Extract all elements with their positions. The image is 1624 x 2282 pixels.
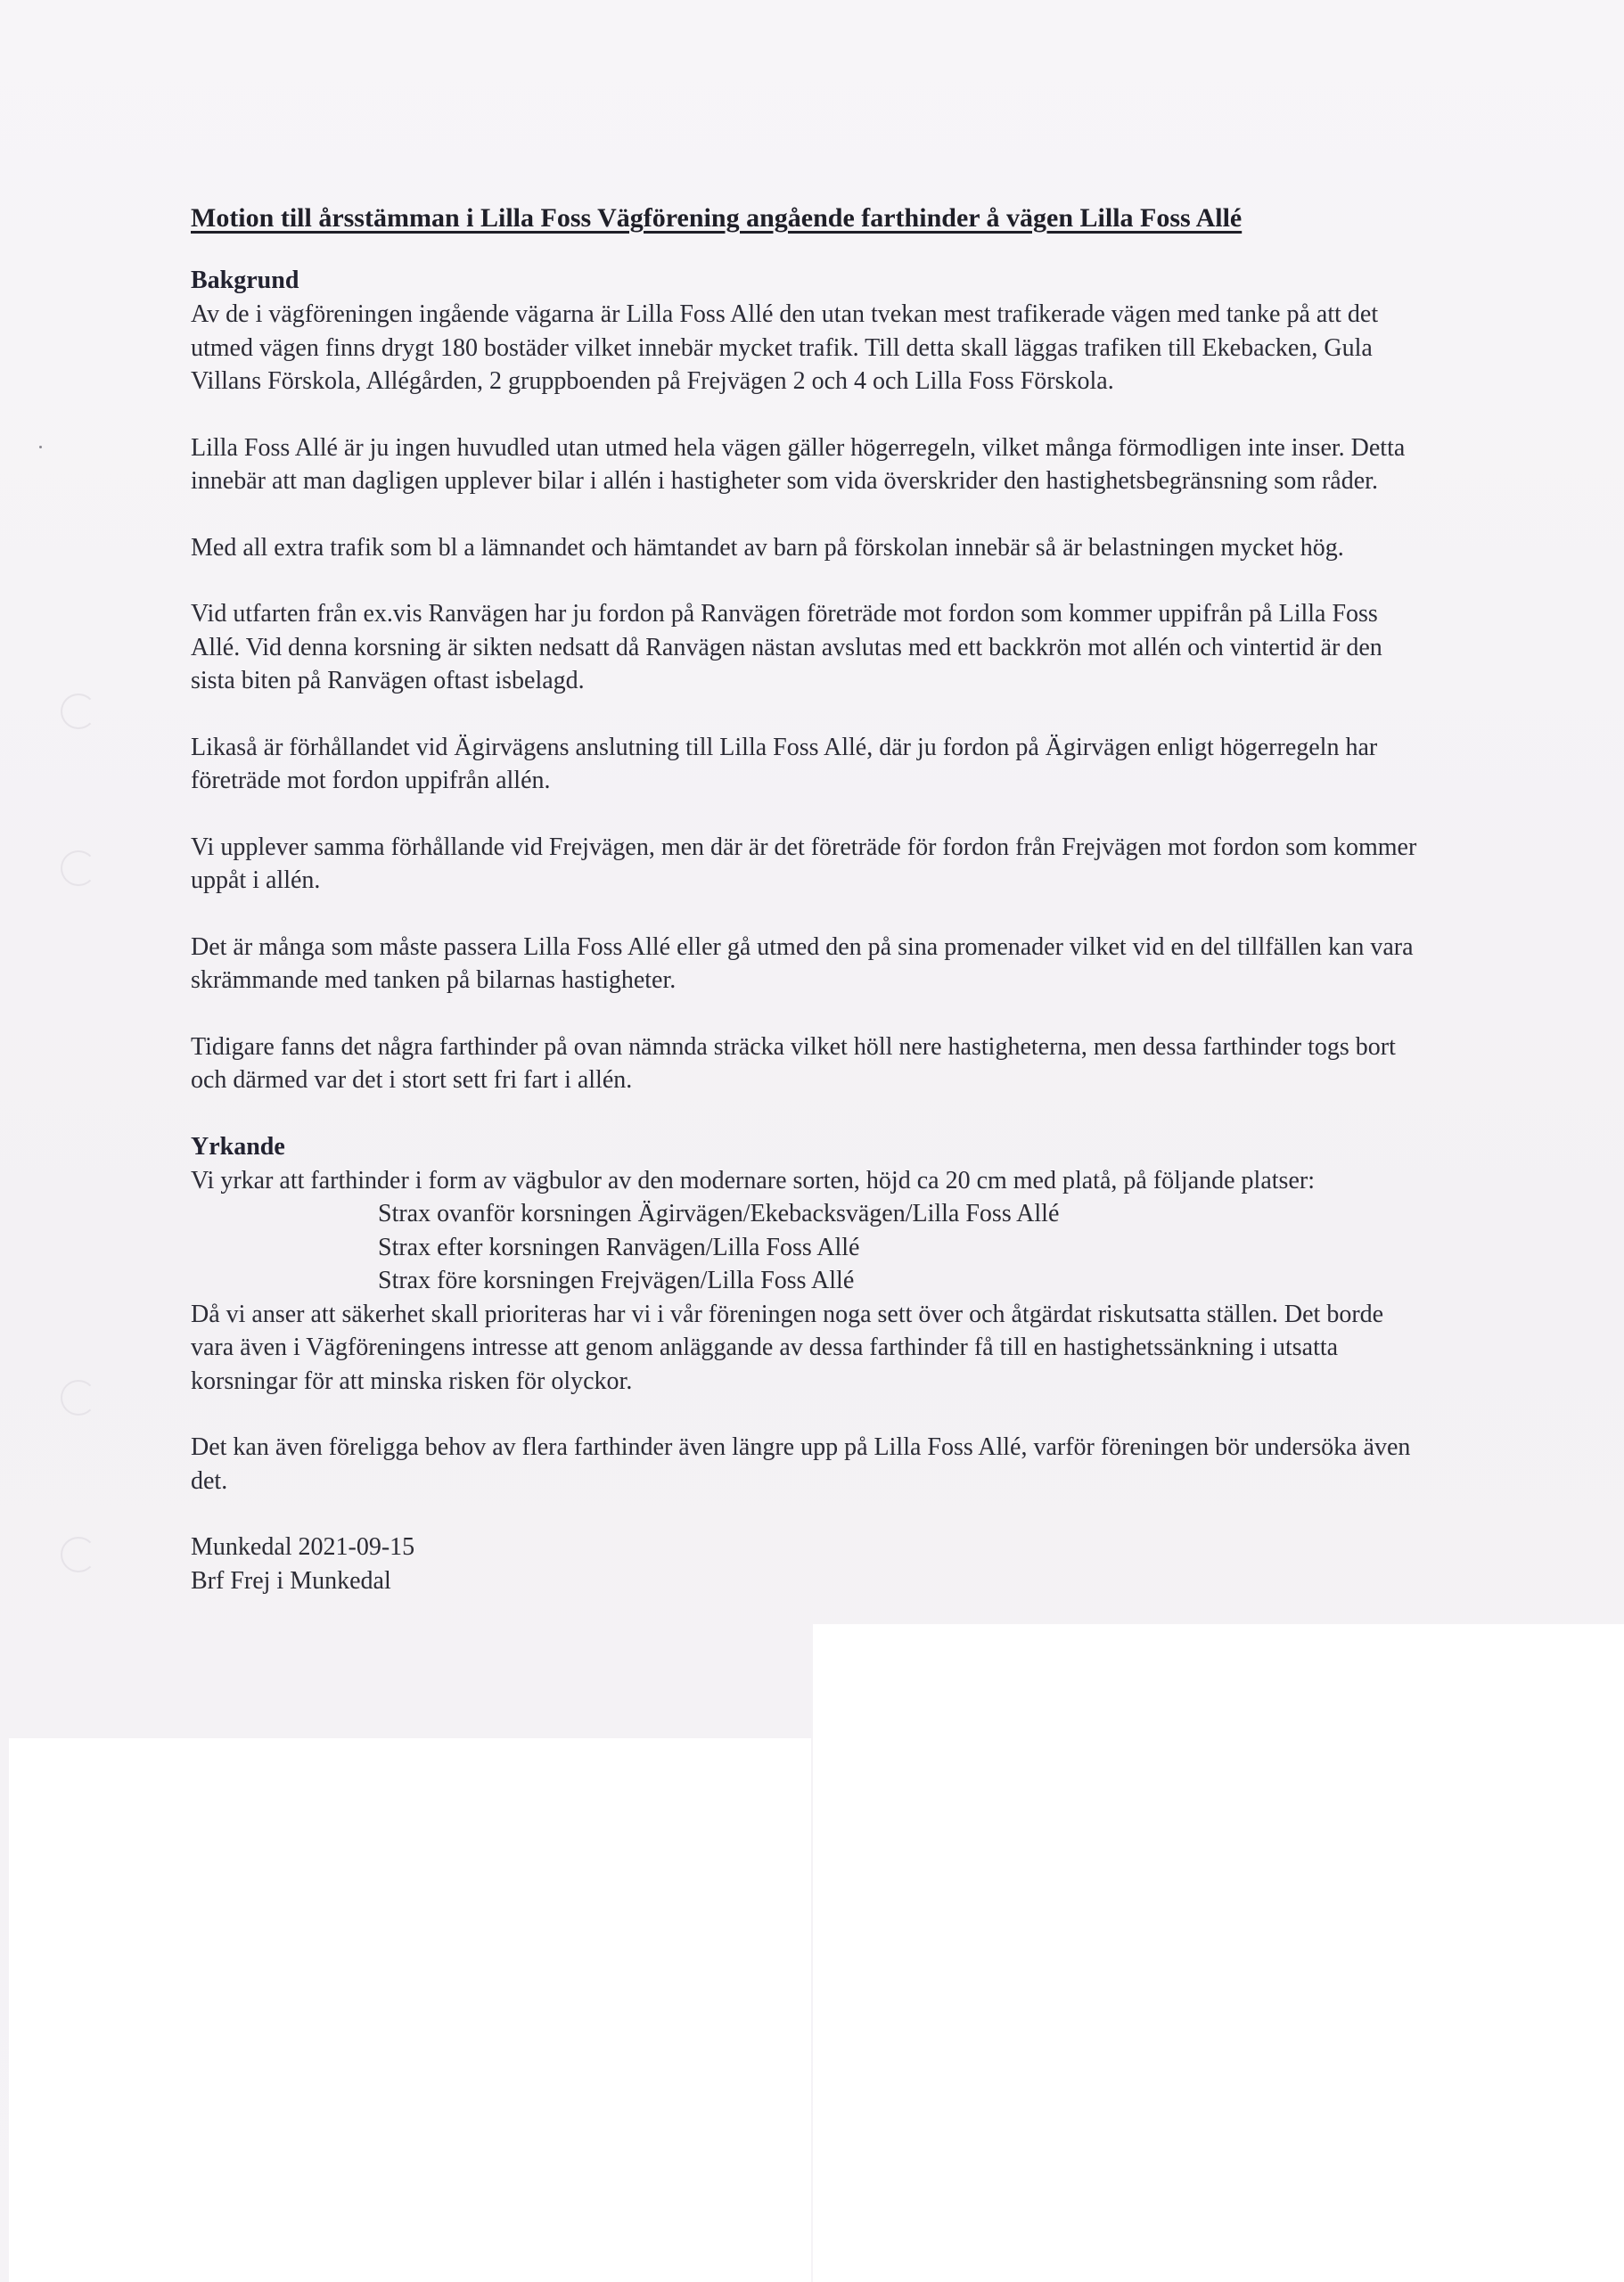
demand-reason: Då vi anser att säkerhet skall prioriteras har vi i vår föreningen noga sett över och åtgärdat riskutsatta ställen. Det borde vara även i Vägföreningens intresse att genom anläggande av dessa farthinder få till en hastighetssänkning i utsatta korsningar för att minska risken för olyckor. [191, 1300, 1384, 1395]
demand-extra: Det kan även föreligga behov av flera farthinder även längre upp på Lilla Foss Allé, varför föreningen bör undersöka även det. [191, 1433, 1411, 1495]
section-heading-background: Bakgrund [191, 267, 299, 294]
punch-hole-mark [61, 1380, 96, 1416]
location-item: Strax efter korsningen Ranvägen/Lilla Foss Allé [378, 1233, 860, 1261]
blank-sheet-overlay [9, 1738, 811, 2282]
punch-hole-mark [61, 850, 96, 886]
document-title: Motion till årsstämman i Lilla Foss Vägförening angående farthinder å vägen Lilla Foss Allé [191, 203, 1243, 233]
paragraph: Med all extra trafik som bl a lämnandet och hämtandet av barn på förskolan innebär så är belastningen mycket hög. [191, 533, 1344, 562]
punch-hole-mark [61, 1537, 96, 1572]
demand-intro: Vi yrkar att farthinder i form av vägbulor av den modernare sorten, höjd ca 20 cm med platå, på följande platser: [191, 1166, 1315, 1194]
speed-bump-locations [191, 1197, 1421, 1298]
section-heading-demand: Yrkande [191, 1132, 285, 1161]
paragraph: Vid utfarten från ex.vis Ranvägen har ju fordon på Ranvägen företräde mot fordon som kommer uppifrån på Lilla Foss Allé. Vid denna korsning är sikten nedsatt då Ranvägen nästan avslutas med ett backkrön mot allén och vintertid är den sista biten på Ranvägen oftast isbelagd. [191, 600, 1382, 694]
paragraph: Vi upplever samma förhållande vid Frejvägen, men där är det företräde för fordon från Frejvägen mot fordon som kommer uppåt i allén. [191, 833, 1417, 894]
place-date: Munkedal 2021-09-15 [191, 1533, 415, 1561]
scan-speck [39, 446, 42, 448]
paragraph: Tidigare fanns det några farthinder på ovan nämnda sträcka vilket höll nere hastigheterna, men dessa farthinder togs bort och därmed var det i stort sett fri fart i allén. [191, 1032, 1396, 1094]
paragraph: Lilla Foss Allé är ju ingen huvudled utan utmed hela vägen gäller högerregeln, vilket många förmodligen inte inser. Detta innebär att man dagligen upplever bilar i allén i hastigheter som vida överskrider den hastighetsbegränsning som råder. [191, 433, 1406, 495]
location-item: Strax före korsningen Frejvägen/Lilla Foss Allé [378, 1267, 855, 1294]
signatory: Brf Frej i Munkedal [191, 1566, 391, 1595]
paragraph: Av de i vägföreningen ingående vägarna är Lilla Foss Allé den utan tvekan mest trafikerade vägen med tanke på att det utmed vägen finns drygt 180 bostäder vilket innebär mycket trafik. Till detta skall läggas trafiken till Ekebacken, Gula Villans Förskola, Allégården, 2 gruppboenden på Frejvägen 2 och 4 och Lilla Foss Förskola. [191, 300, 1379, 395]
motion-document [191, 203, 1421, 1597]
blank-sheet-overlay [813, 1624, 1624, 2282]
location-item: Strax ovanför korsningen Ägirvägen/Ekebacksvägen/Lilla Foss Allé [378, 1200, 1060, 1227]
punch-hole-mark [61, 694, 96, 729]
paragraph: Det är många som måste passera Lilla Foss Allé eller gå utmed den på sina promenader vilket vid en del tillfällen kan vara skrämmande med tanken på bilarnas hastigheter. [191, 932, 1414, 994]
paragraph: Likaså är förhållandet vid Ägirvägens anslutning till Lilla Foss Allé, där ju fordon på Ägirvägen enligt högerregeln har företräde mot fordon uppifrån allén. [191, 733, 1378, 794]
